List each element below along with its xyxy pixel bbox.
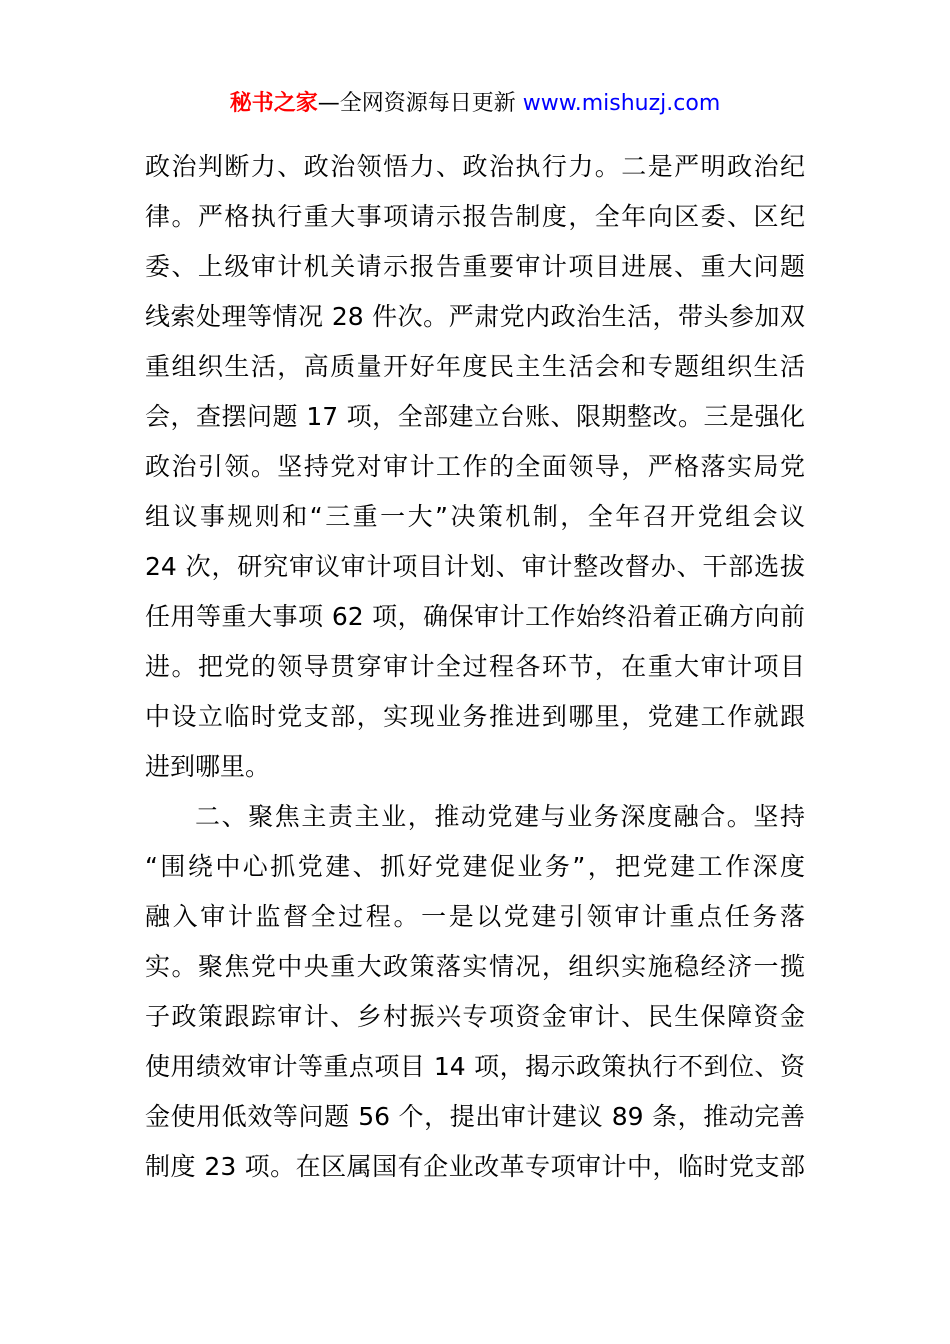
page-header — [0, 86, 950, 122]
site-url-link[interactable]: www.mishuzj.com — [522, 91, 721, 116]
text-line: 金使用低效等问题 56 个，提出审计建议 89 条，推动完善 — [145, 1102, 805, 1131]
text-line: 子政策跟踪审计、乡村振兴专项资金审计、民生保障资金 — [145, 1002, 805, 1031]
text-line: 实。聚焦党中央重大政策落实情况，组织实施稳经济一揽 — [145, 952, 805, 981]
header-tagline: —全网资源每日更新 — [317, 91, 523, 116]
text-line: 线索处理等情况 28 件次。严肃党内政治生活，带头参加双 — [145, 302, 805, 331]
text-line: 组议事规则和“三重一大”决策机制，全年召开党组会议 — [145, 502, 805, 531]
document-body — [145, 142, 805, 1192]
text-line: 重组织生活，高质量开好年度民主生活会和专题组织生活 — [145, 352, 805, 381]
text-line: 政治引领。坚持党对审计工作的全面领导，严格落实局党 — [145, 452, 805, 481]
text-line: 委、上级审计机关请示报告重要审计项目进展、重大问题 — [145, 252, 805, 281]
text-line: 制度 23 项。在区属国有企业改革专项审计中，临时党支部 — [145, 1152, 805, 1181]
text-line: 会，查摆问题 17 项，全部建立台账、限期整改。三是强化 — [145, 402, 805, 431]
text-line: 进到哪里。 — [145, 752, 271, 781]
text-line: 24 次，研究审议审计项目计划、审计整改督办、干部选拔 — [145, 552, 805, 581]
paragraph-first-line: 二、聚焦主责主业，推动党建与业务深度融合。坚持 — [195, 802, 805, 831]
text-line: 任用等重大事项 62 项，确保审计工作始终沿着正确方向前 — [145, 602, 805, 631]
text-line: 律。严格执行重大事项请示报告制度，全年向区委、区纪 — [145, 202, 805, 231]
text-line: 进。把党的领导贯穿审计全过程各环节，在重大审计项目 — [145, 652, 805, 681]
text-line: 使用绩效审计等重点项目 14 项，揭示政策执行不到位、资 — [145, 1052, 805, 1081]
text-line: 融入审计监督全过程。一是以党建引领审计重点任务落 — [145, 902, 805, 931]
text-line: 中设立临时党支部，实现业务推进到哪里，党建工作就跟 — [145, 702, 805, 731]
text-line: 政治判断力、政治领悟力、政治执行力。二是严明政治纪 — [145, 152, 805, 181]
brand-name: 秘书之家 — [229, 91, 318, 116]
text-line: “围绕中心抓党建、抓好党建促业务”，把党建工作深度 — [145, 852, 805, 881]
